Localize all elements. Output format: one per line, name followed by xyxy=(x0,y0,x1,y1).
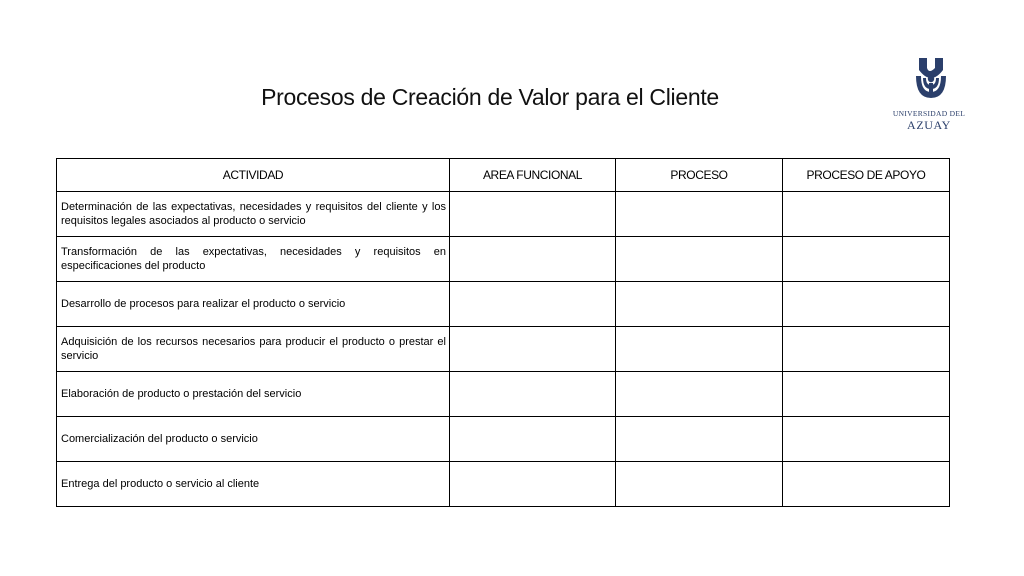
header-area-funcional: AREA FUNCIONAL xyxy=(450,159,616,192)
page-title: Procesos de Creación de Valor para el Cliente xyxy=(261,84,719,110)
actividad-cell: Adquisición de los recursos necesarios para producir el producto o prestar el servicio xyxy=(57,327,450,372)
logo-text-line1: UNIVERSIDAD DEL xyxy=(892,109,966,118)
area-funcional-cell xyxy=(450,327,616,372)
university-logo xyxy=(886,54,972,134)
table-row xyxy=(57,462,950,507)
proceso-de-apoyo-cell xyxy=(783,282,950,327)
area-funcional-cell xyxy=(450,282,616,327)
proceso-cell xyxy=(616,282,783,327)
actividad-cell: Elaboración de producto o prestación del servicio xyxy=(57,372,450,417)
proceso-de-apoyo-cell xyxy=(783,462,950,507)
area-funcional-cell xyxy=(450,417,616,462)
table-row xyxy=(57,237,950,282)
area-funcional-cell xyxy=(450,372,616,417)
table-row xyxy=(57,417,950,462)
table-row xyxy=(57,327,950,372)
logo-text-line2: AZUAY xyxy=(907,118,951,132)
area-funcional-cell xyxy=(450,237,616,282)
actividad-cell: Entrega del producto o servicio al cliente xyxy=(57,462,450,507)
process-table xyxy=(56,158,950,507)
table-row xyxy=(57,192,950,237)
proceso-cell xyxy=(616,462,783,507)
actividad-cell: Transformación de las expectativas, necesidades y requisitos en especificaciones del producto xyxy=(57,237,450,282)
proceso-de-apoyo-cell xyxy=(783,417,950,462)
actividad-cell: Determinación de las expectativas, necesidades y requisitos del cliente y los requisitos legales asociados al producto o servicio xyxy=(57,192,450,237)
area-funcional-cell xyxy=(450,192,616,237)
header-proceso-de-apoyo: PROCESO DE APOYO xyxy=(783,159,950,192)
university-emblem-icon xyxy=(886,54,972,108)
area-funcional-cell xyxy=(450,462,616,507)
header-actividad: ACTIVIDAD xyxy=(57,159,450,192)
proceso-cell xyxy=(616,237,783,282)
proceso-de-apoyo-cell xyxy=(783,372,950,417)
proceso-de-apoyo-cell xyxy=(783,327,950,372)
actividad-cell: Comercialización del producto o servicio xyxy=(57,417,450,462)
proceso-cell xyxy=(616,192,783,237)
header-proceso: PROCESO xyxy=(616,159,783,192)
proceso-de-apoyo-cell xyxy=(783,192,950,237)
proceso-cell xyxy=(616,417,783,462)
table-header-row xyxy=(57,159,950,192)
actividad-cell: Desarrollo de procesos para realizar el producto o servicio xyxy=(57,282,450,327)
proceso-cell xyxy=(616,372,783,417)
proceso-de-apoyo-cell xyxy=(783,237,950,282)
table-row xyxy=(57,282,950,327)
table-row xyxy=(57,372,950,417)
proceso-cell xyxy=(616,327,783,372)
